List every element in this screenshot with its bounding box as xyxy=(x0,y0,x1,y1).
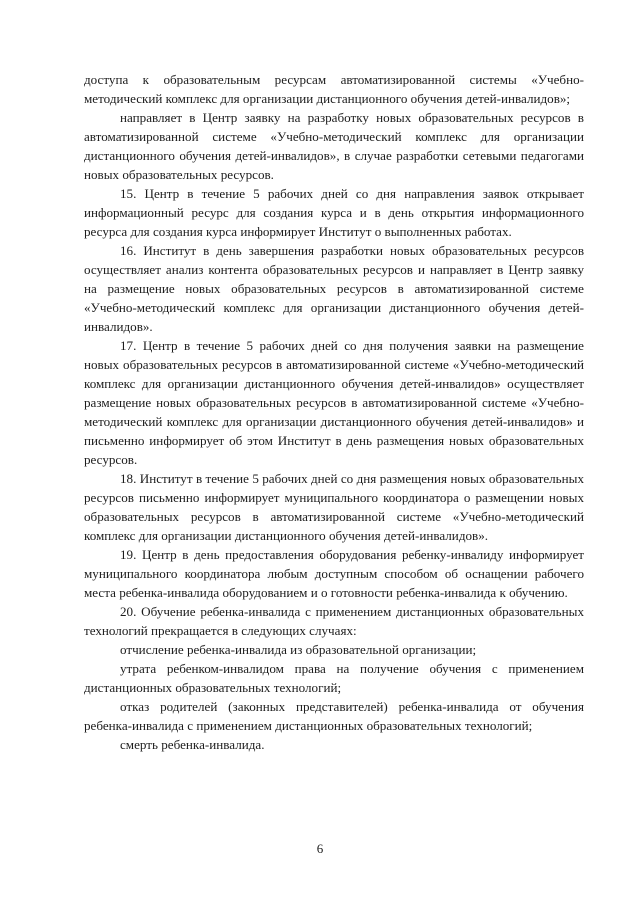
paragraph-item-18: 18. Институт в течение 5 рабочих дней со дня размещения новых образовательных ресурсов письменно информирует муниципального координатора о размещении новых образовательных ресурсов в автоматизированной системе «Учебно-методический комплекс для организации дистанционного обучения детей-инвалидов». xyxy=(84,471,584,543)
list-item-loss-of-right: утрата ребенком-инвалидом права на получение обучения с применением дистанционных образовательных технологий; xyxy=(84,661,584,695)
list-item-expulsion: отчисление ребенка-инвалида из образовательной организации; xyxy=(120,642,477,657)
page-number: 6 xyxy=(316,841,324,856)
paragraph-item-19: 19. Центр в день предоставления оборудования ребенку-инвалиду информирует муниципального координатора любым доступным способом об оснащении рабочего места ребенка-инвалида оборудованием и о готовности ребенка-инвалида к обучению. xyxy=(84,547,584,600)
document-body xyxy=(84,70,584,754)
list-item-death: смерть ребенка-инвалида. xyxy=(120,737,265,752)
paragraph-item-20: 20. Обучение ребенка-инвалида с применением дистанционных образовательных технологий прекращается в следующих случаях: xyxy=(84,604,584,638)
paragraph-item-15: 15. Центр в течение 5 рабочих дней со дня направления заявок открывает информационный ресурс для создания курса и в день открытия информационного ресурса для создания курса информирует Институт о выполненных работах. xyxy=(84,186,584,239)
paragraph-item-16: 16. Институт в день завершения разработки новых образовательных ресурсов осуществляет анализ контента образовательных ресурсов и направляет в Центр заявку на размещение новых образовательных ресурсов в автоматизированной системе «Учебно-методический комплекс для организации дистанционного обучения детей-инвалидов». xyxy=(84,243,584,334)
paragraph-request-development: направляет в Центр заявку на разработку новых образовательных ресурсов в автоматизированной системе «Учебно-методический комплекс для организации дистанционного обучения детей-инвалидов», в случае разработки сетевыми педагогами новых образовательных ресурсов. xyxy=(84,110,584,182)
list-item-parents-refusal: отказ родителей (законных представителей) ребенка-инвалида от обучения ребенка-инвалида с применением дистанционных образовательных технологий; xyxy=(84,699,584,733)
paragraph-item-17: 17. Центр в течение 5 рабочих дней со дня получения заявки на размещение новых образовательных ресурсов в автоматизированной системе «Учебно-методический комплекс для организации дистанционного обучения детей-инвалидов» осуществляет размещение новых образовательных ресурсов в автоматизированной системе «Учебно-методический комплекс для организации дистанционного обучения детей-инвалидов» и письменно информирует об этом Институт в день размещения новых образовательных ресурсов. xyxy=(84,338,584,467)
paragraph-continuation: доступа к образовательным ресурсам автоматизированной системы «Учебно-методический комплекс для организации дистанционного обучения детей-инвалидов»; xyxy=(84,72,584,106)
